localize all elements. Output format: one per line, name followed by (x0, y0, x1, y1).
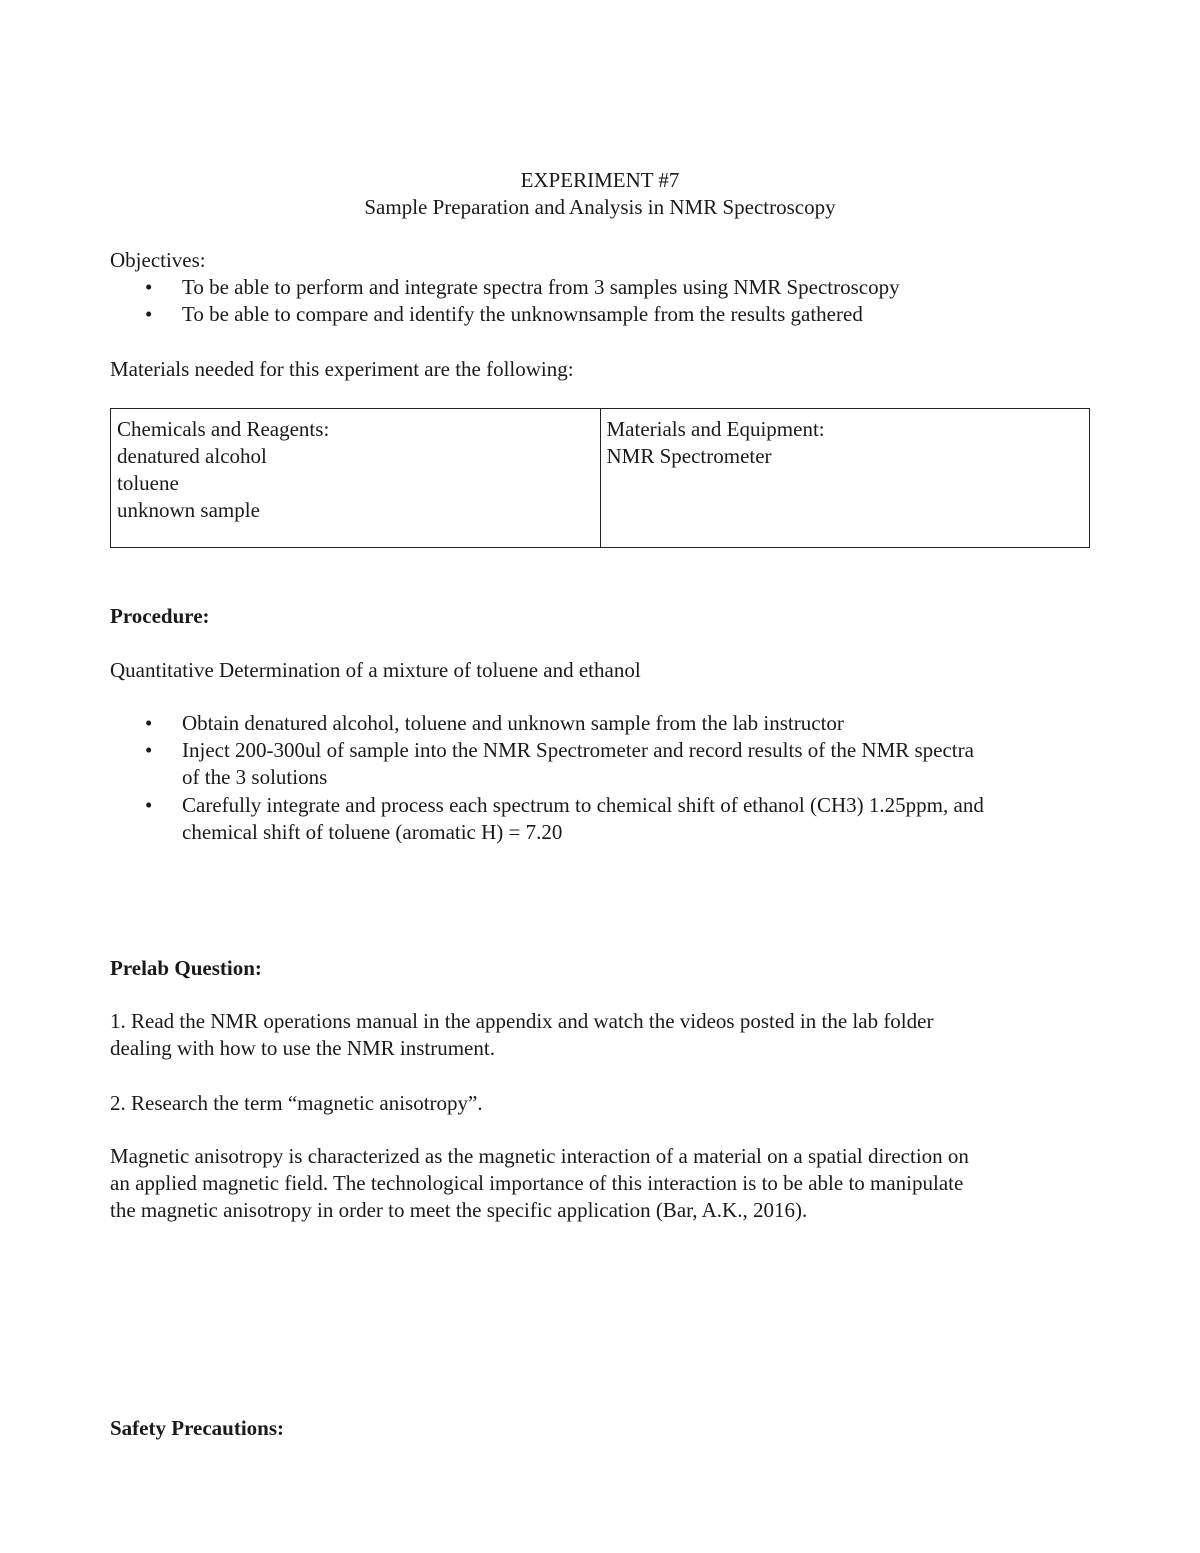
chemical-item: unknown sample (117, 498, 260, 522)
prelab-answer-line: Magnetic anisotropy is characterized as the magnetic interaction of a material on a spatial direction on (110, 1144, 969, 1168)
prelab-answer-line: an applied magnetic field. The technological importance of this interaction is to be able to manipulate (110, 1171, 964, 1195)
prelab-question-1-continuation: dealing with how to use the NMR instrument. (110, 1036, 495, 1060)
procedure-item-continuation: chemical shift of toluene (aromatic H) = 7.20 (182, 820, 563, 844)
equipment-cell (600, 409, 1090, 548)
prelab-heading: Prelab Question: (110, 956, 262, 980)
page-title: EXPERIMENT #7 (520, 168, 680, 192)
materials-intro: Materials needed for this experiment are the following: (110, 357, 574, 381)
equipment-item: NMR Spectrometer (606, 444, 772, 468)
safety-heading: Safety Precautions: (110, 1416, 284, 1440)
prelab-answer-line: the magnetic anisotropy in order to meet the specific application (Bar, A.K., 2016). (110, 1198, 808, 1222)
materials-table (110, 408, 1090, 548)
prelab-question-1: 1. Read the NMR operations manual in the appendix and watch the videos posted in the lab folder (110, 1009, 934, 1033)
objectives-heading: Objectives: (110, 248, 206, 272)
prelab-question-2: 2. Research the term “magnetic anisotropy”. (110, 1091, 483, 1115)
procedure-subheading: Quantitative Determination of a mixture of toluene and ethanol (110, 658, 641, 682)
chemical-item: denatured alcohol (117, 444, 267, 468)
procedure-item-continuation: of the 3 solutions (182, 765, 328, 789)
bullet-icon: • (145, 302, 153, 326)
bullet-icon: • (145, 711, 153, 735)
procedure-heading: Procedure: (110, 604, 210, 628)
document-page: EXPERIMENT #7 Sample Preparation and Analysis in NMR Spectroscopy Objectives: • To be able to perform and integrate spectra from 3 samples using NMR Spectroscopy • To be able to compare and identify the unknownsample from the results gathered Materials needed for this experiment are the following: Chemicals and Reagents: denatured alcohol toluene unknown sample Materials and Equipment: NMR Spectrometer Procedure: Quantitative Determination of a mixture of toluene and ethanol • Obtain denatured alcohol, toluene and unknown sample from the lab instructor • Inject 200-300ul of sample into the NMR Spectrometer and record results of the NMR spectra of the 3 solutions • Carefully integrate and process each spectrum to chemical shift of ethanol (CH3) 1.25ppm, and chemical shift of toluene (aromatic H) = 7.20 Prelab Question: 1. Read the NMR operations manual in the appendix and watch the videos posted in the lab folder dealing with how to use the NMR instrument. 2. Research the term “magnetic anisotropy”. Magnetic anisotropy is characterized as the magnetic interaction of a material on a spatial direction on an applied magnetic field. The technological importance of this interaction is to be able to manipulate the magnetic anisotropy in order to meet the specific application (Bar, A.K., 2016). Safety Precautions: (0, 0, 1200, 1553)
bullet-icon: • (145, 738, 153, 762)
bullet-icon: • (145, 275, 153, 299)
bullet-icon: • (145, 793, 153, 817)
chemicals-cell (111, 409, 601, 548)
equipment-heading: Materials and Equipment: (606, 417, 825, 441)
page-subtitle: Sample Preparation and Analysis in NMR Spectroscopy (364, 195, 836, 219)
chemical-item: toluene (117, 471, 179, 495)
chemicals-heading: Chemicals and Reagents: (117, 417, 330, 441)
